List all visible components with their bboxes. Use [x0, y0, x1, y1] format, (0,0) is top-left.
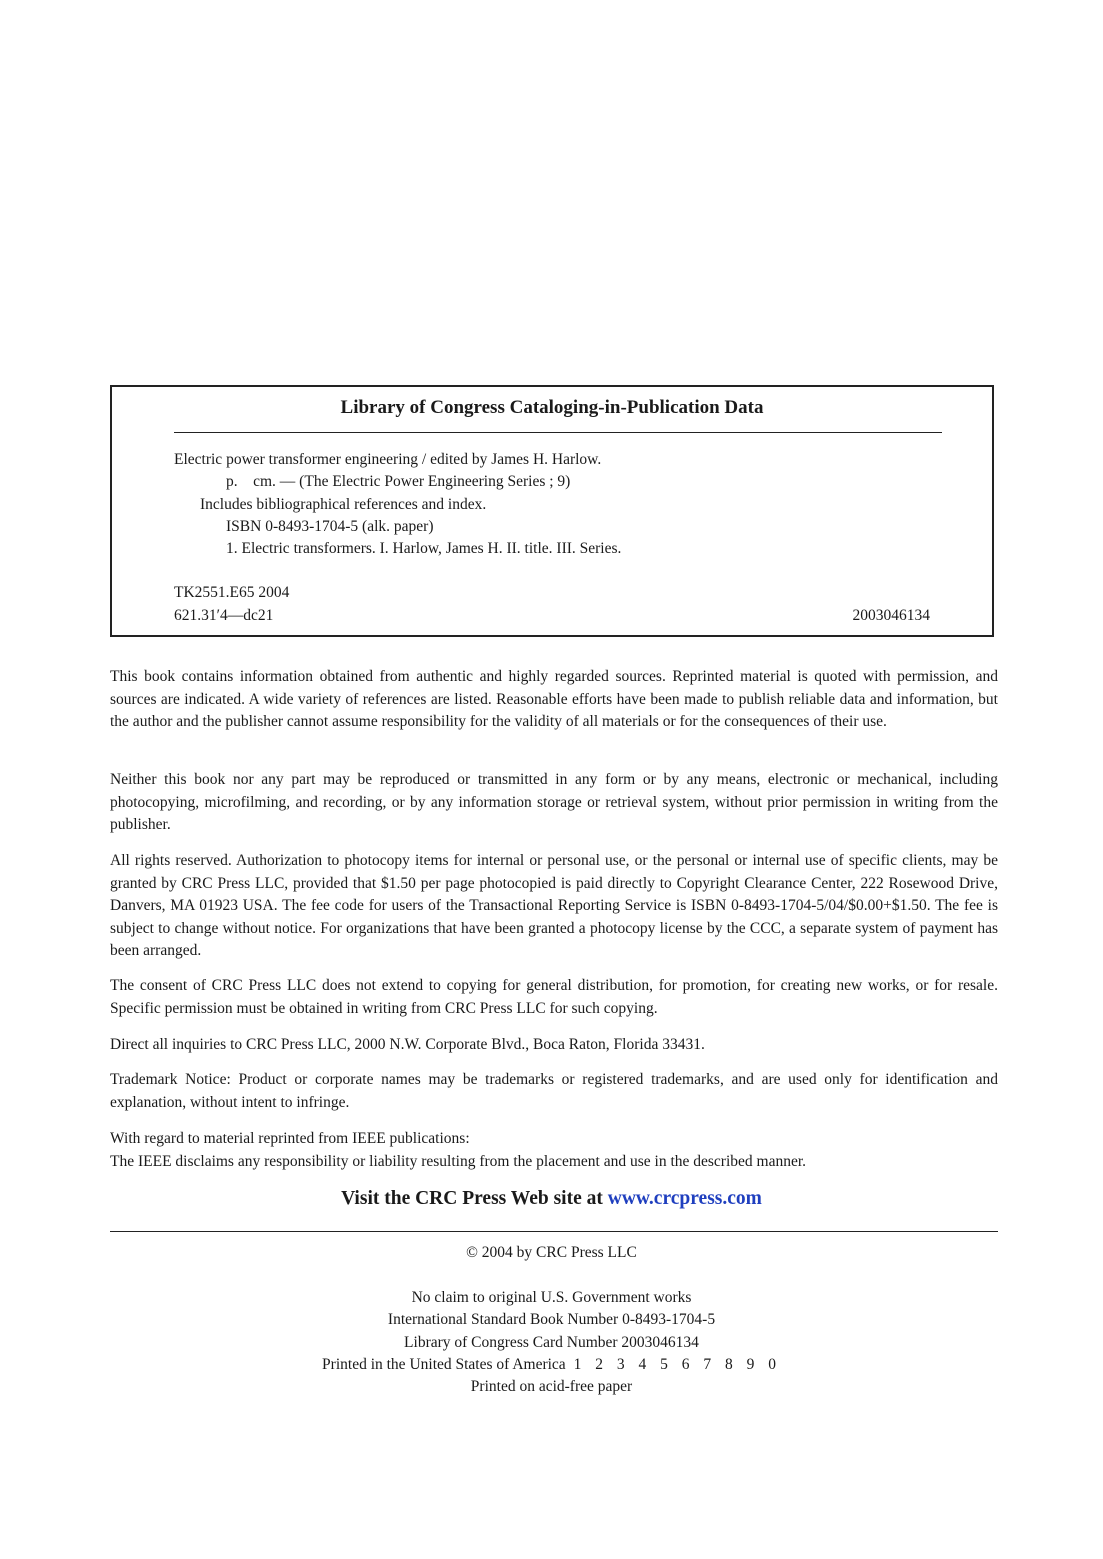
cip-note: Includes bibliographical references and index.: [200, 496, 487, 513]
isbn-line: International Standard Book Number 0-8493-1704-5: [387, 1311, 716, 1328]
paragraph-sources: [110, 666, 998, 734]
paragraph-reproduction: [110, 769, 998, 837]
cip-subjects: 1. Electric transformers. I. Harlow, James H. II. title. III. Series.: [226, 540, 622, 557]
cip-isbn: ISBN 0-8493-1704-5 (alk. paper): [226, 518, 434, 535]
paragraph-sources-text: This book contains information obtained from authentic and highly regarded sources. Reprinted material is quoted with permission, and sources are indicated. A wide variety of references are listed. Reasonable efforts have been made to publish reliable data and information, but the author and the publisher cannot assume responsibility for the validity of all materials or for the consequences of their use.: [110, 668, 998, 730]
website-link[interactable]: www.crcpress.com: [607, 1188, 762, 1209]
cip-divider: [174, 432, 942, 433]
paragraph-consent-text: The consent of CRC Press LLC does not extend to copying for general distribution, for promotion, for creating new works, or for resale. Specific permission must be obtained in writing from CRC Press LLC for such copying.: [110, 977, 998, 1017]
paragraph-inquiries: [110, 1034, 998, 1057]
cip-data-box: [110, 385, 994, 637]
acid-free-line: Printed on acid-free paper: [470, 1378, 633, 1395]
paragraph-reproduction-text: Neither this book nor any part may be reproduced or transmitted in any form or by any means, electronic or mechanical, including photocopying, microfilming, and recording, or by any information storage or retrieval system, without prior permission in writing from the publisher.: [110, 771, 998, 833]
paragraph-ieee-text: The IEEE disclaims any responsibility or liability resulting from the placement and use in the described manner.: [110, 1152, 807, 1170]
paragraph-consent: [110, 975, 998, 1020]
paragraph-ieee: [110, 1128, 998, 1173]
visit-text: Visit the CRC Press Web site at: [341, 1188, 603, 1209]
paragraph-rights: [110, 850, 998, 963]
paragraph-trademark: [110, 1069, 998, 1114]
cip-entry: Electric power transformer engineering / edited by James H. Harlow.: [174, 451, 602, 468]
paragraph-trademark-text: Trademark Notice: Product or corporate names may be trademarks or registered trademarks, and are used only for identification and explanation, without intent to infringe.: [110, 1071, 998, 1111]
copyright-line: © 2004 by CRC Press LLC: [466, 1244, 637, 1261]
cip-dewey: 621.31′4—dc21: [174, 607, 274, 624]
printing-numbers: 1 2 3 4 5 6 7 8 9 0: [573, 1356, 781, 1373]
printed-text: Printed in the United States of America: [322, 1356, 566, 1373]
paragraph-inquiries-text: Direct all inquiries to CRC Press LLC, 2000 N.W. Corporate Blvd., Boca Raton, Florida 33431.: [110, 1036, 705, 1053]
paragraph-ieee-heading: With regard to material reprinted from IEEE publications:: [110, 1130, 470, 1147]
cip-lc-class: TK2551.E65 2004: [174, 584, 290, 601]
paragraph-rights-text: All rights reserved. Authorization to photocopy items for internal or personal use, or the personal or internal use of specific clients, may be granted by CRC Press LLC, provided that $1.50 per page photocopied is paid directly to Copyright Clearance Center, 222 Rosewood Drive, Danvers, MA 01923 USA. The fee code for users of the Transactional Reporting Service is ISBN 0-8493-1704-5/04/$0.00+$1.50. The fee is subject to change without notice. For organizations that have been granted a photocopy license by the CCC, a separate system of payment has been arranged.: [110, 852, 998, 959]
visit-website-line: [0, 1188, 1103, 1210]
printed-line: [0, 1356, 1103, 1374]
cip-lccn: 2003046134: [852, 607, 930, 624]
lccn-line: Library of Congress Card Number 2003046134: [404, 1334, 699, 1351]
no-claim-line: No claim to original U.S. Government works: [411, 1289, 692, 1306]
cip-physical: p. cm. — (The Electric Power Engineering Series ; 9): [226, 473, 571, 490]
cip-title: Library of Congress Cataloging-in-Publication Data: [340, 397, 764, 418]
footer-divider: [110, 1231, 998, 1232]
